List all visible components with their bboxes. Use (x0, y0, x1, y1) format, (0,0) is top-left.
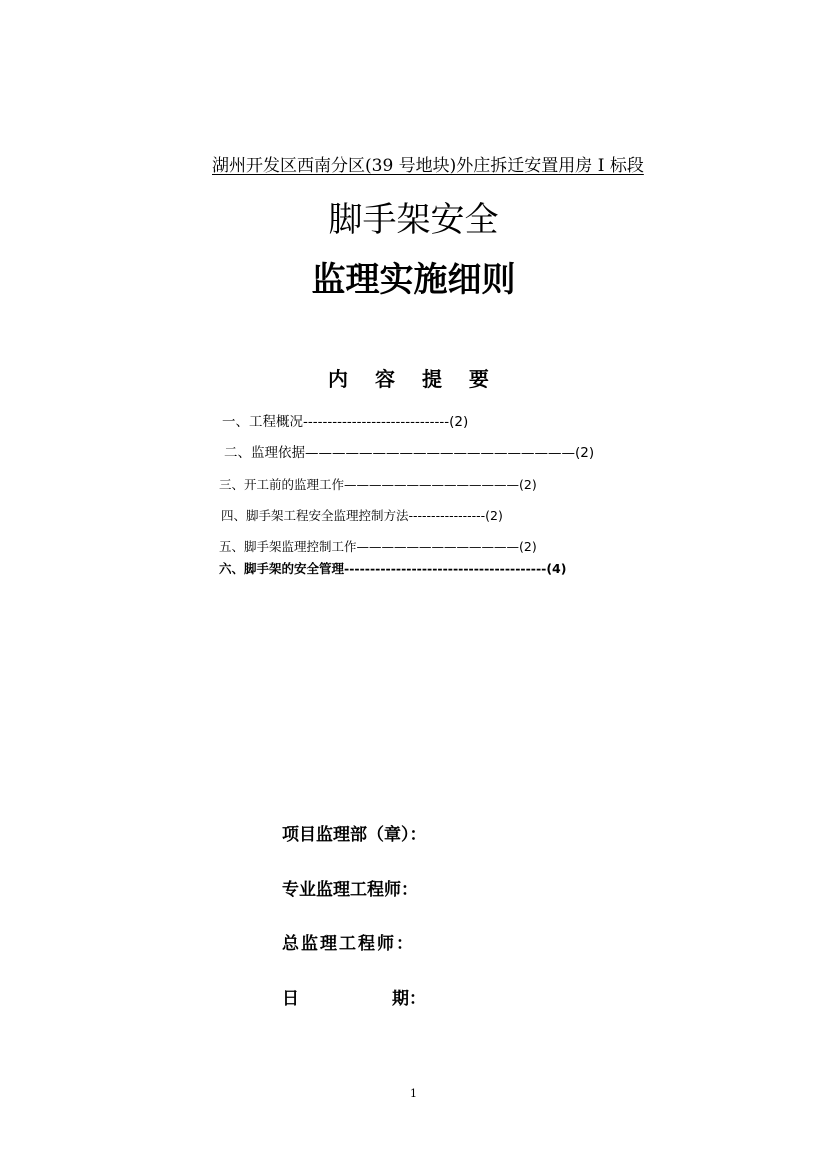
page-number: 1 (410, 1087, 417, 1100)
project-dept-label: 项目监理部（章）： (282, 825, 427, 845)
specialist-engineer-label: 专业监理工程师： (282, 880, 418, 900)
document-title-line-1: 脚手架安全 (328, 200, 499, 240)
toc-heading: 内 容 提 要 (328, 367, 499, 391)
toc-item-3: 三、开工前的监理工作——————————————(2) (219, 477, 537, 492)
date-label (282, 987, 442, 1011)
chief-engineer-label: 总监理工程师： (282, 934, 415, 954)
date-label-char-1: 日 (282, 989, 299, 1009)
project-title: 湖州开发区西南分区(39 号地块)外庄拆迁安置用房 I 标段 (212, 156, 644, 176)
document-title-line-2: 监理实施细则 (311, 260, 516, 300)
toc-item-4: 四、脚手架工程安全监理控制方法-----------------(2) (221, 508, 503, 523)
toc-item-2: 二、监理依据————————————————————(2) (224, 445, 595, 461)
toc-item-5: 五、脚手架监理控制工作—————————————(2) (219, 539, 537, 554)
toc-item-6: 六、脚手架的安全管理---------------------------------------(4) (219, 561, 567, 576)
date-label-char-2: 期： (392, 989, 426, 1009)
toc-item-1: 一、工程概况------------------------------(2) (222, 414, 469, 430)
